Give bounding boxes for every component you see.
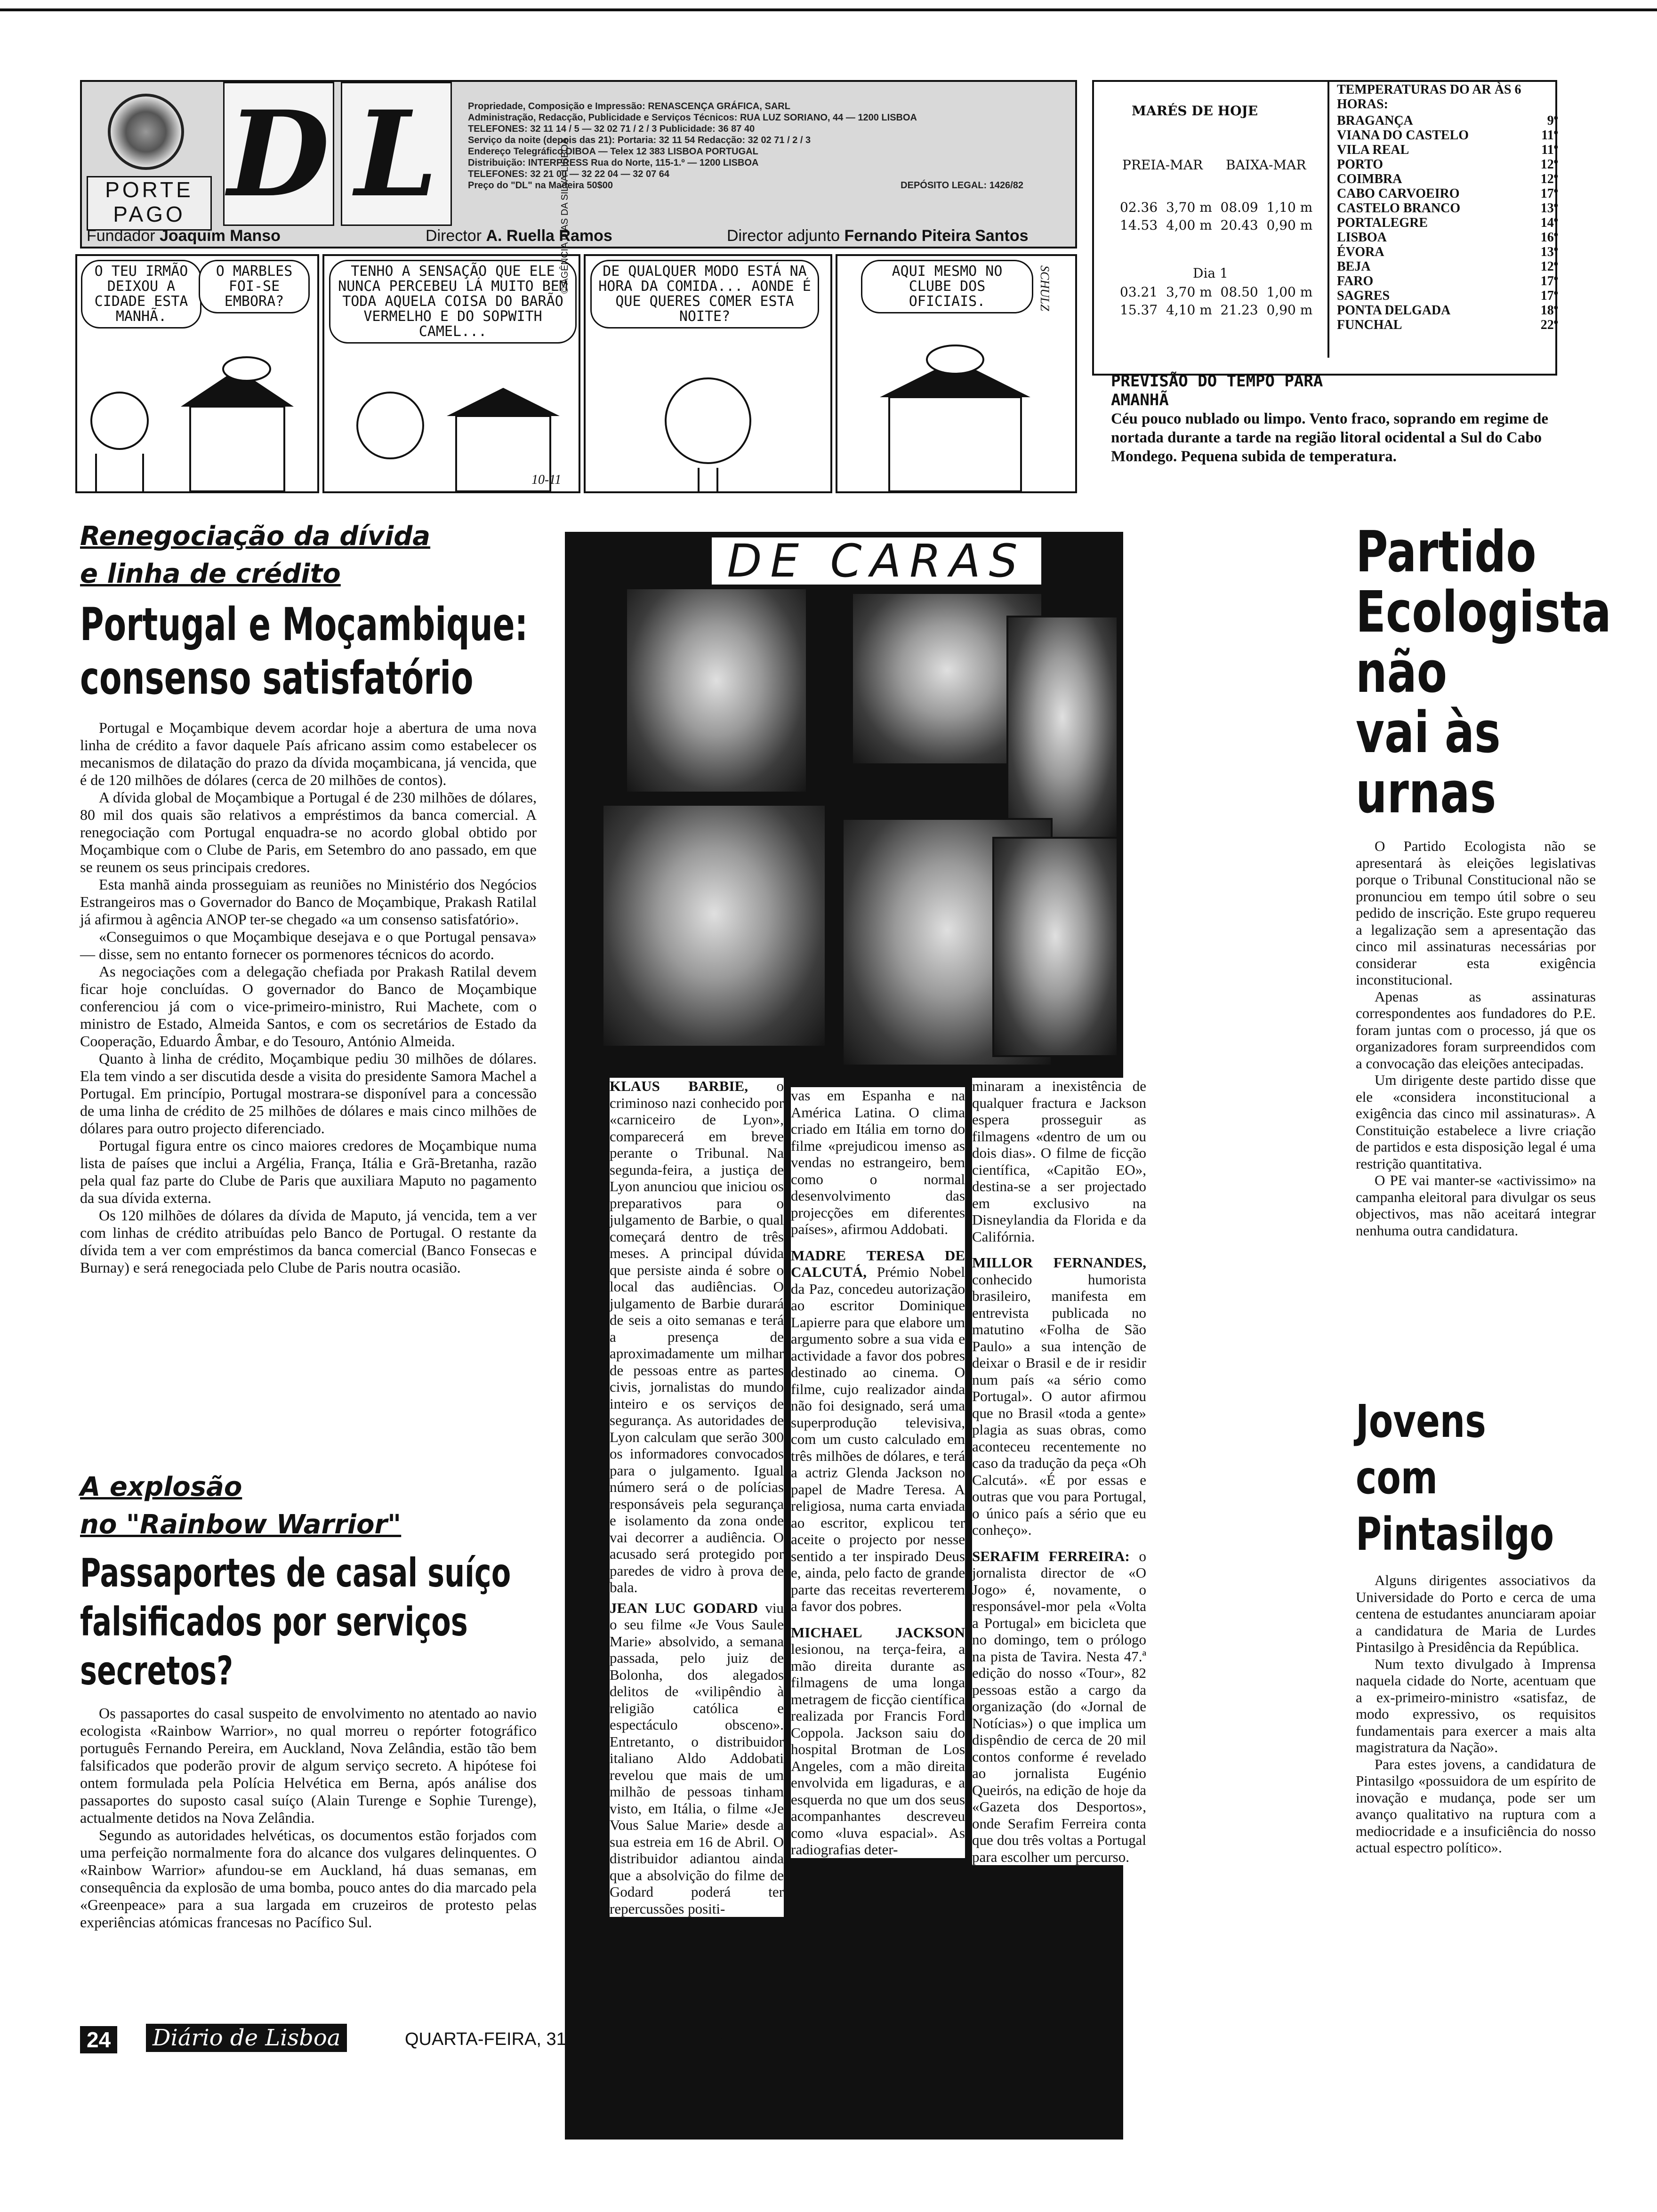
city-name: VILA REAL <box>1337 143 1409 157</box>
entry-millor-fernandes <box>972 1254 1146 1539</box>
city-name: ÉVORA <box>1337 245 1384 259</box>
temperature-row <box>1337 274 1558 289</box>
entry-text: minaram a inexistência de qualquer fractura e Jackson espera prosseguir as filmagens «dentro de um ou dois dias». O filme de ficção científica, «Capitão EO», destina-se a ser projectado em exclusivo na Disneylandia da Florida e da Califórnia. <box>972 1078 1146 1245</box>
article-paragraph: Um dirigente deste partido disse que ele «considera inconstitucional a exigência das cinco mil assinaturas». A Constituição estabelece a livre criação de partidos e esta disposição legal é uma restrição quantitativa. <box>1356 1072 1596 1172</box>
article-headline: Partido <box>1356 520 1536 585</box>
city-name: LISBOA <box>1337 230 1387 245</box>
temperature-row <box>1337 113 1558 128</box>
entry-barbie <box>610 1078 784 1596</box>
portrait-klaus-barbie <box>625 587 808 793</box>
city-name: SAGRES <box>1337 289 1390 303</box>
imprint-line: Endereço Telegráfico DIBOA — Telex 12 383 LISBOA PORTUGAL <box>468 146 758 157</box>
article-kicker: A explosão <box>80 1472 242 1502</box>
entry-michael-jackson <box>791 1624 965 1858</box>
de-caras-column-3 <box>972 1078 1146 1865</box>
article-body <box>1356 838 1596 1239</box>
article-pintasilgo <box>1356 1393 1596 1856</box>
tides-day1-row: 15.37 4,10 m 21.23 0,90 m <box>1120 302 1313 318</box>
temperature-row <box>1337 230 1558 245</box>
snoopy-doghouse-illustration <box>77 341 313 491</box>
entry-name: JEAN LUC GODARD <box>610 1599 758 1616</box>
article-paragraph: Os passaportes do casal suspeito de envolvimento no atentado ao navio ecologista «Rainbow Warrior», no qual morreu o repórter fotográfico português Fernando Pereira, em Auckland, Nova Zelândia, estão tão bem falsificados que poderão provir de algum serviço secreto. A hipótese foi ontem formulada pela Polícia Helvética em Berna, após análise dos passaportes do suposto casal suíço (Alain Turenge e Sophie Turenge), actualmente detidos na Nova Zelândia. <box>80 1705 537 1826</box>
forecast-text: Céu pouco nublado ou limpo. Vento fraco, soprando em regime de nortada durante a tarde na região litoral ocidental a Sul do Cabo Mondego. Pequena subida de temperatura. <box>1111 410 1548 465</box>
portrait-michael-jackson <box>602 804 827 1048</box>
article-paragraph: Para estes jovens, a candidatura de Pintasilgo «possuidora de um espírito de inovação e mudança, pode ser um avanço qualitativo na ruptura com a mediocridade e a insuficiência do nosso actual espectro político». <box>1356 1755 1596 1856</box>
city-name: CABO CARVOEIRO <box>1337 186 1460 201</box>
comic-panel-1 <box>75 254 319 493</box>
city-temperature: 11º <box>1541 143 1558 157</box>
imprint-line: Distribuição: INTERPRESS Rua do Norte, 115-1.º — 1200 LISBOA <box>468 158 759 168</box>
imprint-line: Propriedade, Composição e Impressão: RENASCENÇA GRÁFICA, SARL <box>468 101 790 112</box>
article-paragraph: Segundo as autoridades helvéticas, os documentos estão forjados com uma perfeição normalmente fora do alcance dos vulgares delinquentes. O «Rainbow Warrior» afundou-se em Auckland, há duas semanas, em consequência da explosão de uma bomba, pouco antes do dia marcado pela «Greenpeace» para a sua largada em cruzeiros de protesto pelas experiências atómicas francesas no Pacífico Sul. <box>80 1827 537 1931</box>
entry-name: MADRE TERESA DE CALCUTÁ, <box>791 1247 965 1280</box>
temperature-table <box>1337 82 1558 332</box>
logo-letter-l: L <box>341 82 452 226</box>
city-name: CASTELO BRANCO <box>1337 201 1461 216</box>
legal-deposit: DEPÓSITO LEGAL: 1426/82 <box>901 180 1023 191</box>
city-temperature: 18º <box>1540 303 1558 318</box>
article-paragraph: Esta manhã ainda prosseguiam as reuniões no Ministério dos Negócios Estrangeiros mas o Governador do Banco de Moçambique, Prakash Ratilal já afirmou à agência ANOP ter-se chegado «a um consenso satisfatório». <box>80 876 537 928</box>
temperature-row <box>1337 186 1558 201</box>
city-name: VIANA DO CASTELO <box>1337 128 1469 143</box>
founder-name: Joaquim Manso <box>160 227 281 245</box>
page-number: 24 <box>80 2026 117 2053</box>
article-headline: Ecologista <box>1356 580 1611 645</box>
article-headline: vai às <box>1356 700 1501 766</box>
city-name: PORTALEGRE <box>1337 216 1428 230</box>
entry-godard-cont <box>791 1087 965 1238</box>
entry-text: conhecido humorista brasileiro, manifesta em entrevista publicada no matutino «Folha de São Paulo» a sua intenção de deixar o Brasil e de ir residir num país «a sério como Portugal». O autor afirmou que no Brasil «toda a gente» plagia as suas obras, como aconteceu recentemente no caso da tradução da peça «Oh Calcutá». «É por essas e outras que vou para Portugal, o único país a sério que eu conheço». <box>972 1271 1146 1538</box>
temperature-row <box>1337 172 1558 186</box>
temperature-row <box>1337 201 1558 216</box>
article-body <box>80 719 537 1276</box>
temperature-row <box>1337 157 1558 172</box>
portrait-madre-teresa <box>1006 616 1118 841</box>
article-kicker: Renegociação da dívida <box>80 521 431 552</box>
article-paragraph: O PE vai manter-se «activissimo» na campanha eleitoral para divulgar os seus objectivos, mas não aceitará integrar nenhuma outra candidatura. <box>1356 1172 1596 1239</box>
article-body <box>1356 1572 1596 1856</box>
comic-panel-3 <box>584 254 832 493</box>
city-name: PORTO <box>1337 157 1384 172</box>
city-name: PONTA DELGADA <box>1337 303 1451 318</box>
director-label: Director <box>426 227 482 245</box>
entry-madre-teresa <box>791 1247 965 1615</box>
article-ecologist-party <box>1356 520 1611 1239</box>
entry-name: MICHAEL JACKSON <box>791 1624 965 1641</box>
article-paragraph: «Conseguimos o que Moçambique desejava e o que Portugal pensava» — disse, sem no entanto fornecer os pormenores técnicos do acordo. <box>80 928 537 962</box>
tides-day1-label: Dia 1 <box>1193 265 1228 281</box>
page-footer <box>80 2024 1163 2061</box>
city-temperature: 16º <box>1540 230 1558 245</box>
city-temperature: 13º <box>1540 201 1558 216</box>
article-headline: Passaportes de casal suíço <box>80 1550 511 1596</box>
entry-text: viu o seu filme «Je Vous Saule Marie» absolvido, a semana passada, pelo juiz de Bolonha, dos alegados delitos de «vilipêndio à religião católica e espectáculo obsceno». Entretanto, o distribuidor italiano Aldo Addobati revelou que mais de um milhão de pessoas tinham visto, em Itália, o filme «Je Vous Salue Marie» desde a sua estreia em 16 de Abril. O distribuidor adiantou ainda que a absolvição do filme de Godard poderá ter repercussões positi- <box>610 1599 784 1917</box>
de-caras-column-1 <box>610 1078 784 1917</box>
charlie-brown-illustration <box>324 350 579 491</box>
city-temperature: 12º <box>1540 259 1558 274</box>
article-headline: Portugal e Moçambique: <box>80 598 528 651</box>
article-kicker: e linha de crédito <box>80 559 341 589</box>
logo-letter-d: D <box>223 82 334 226</box>
porte-pago-stamp: PORTE PAGO <box>87 176 212 231</box>
entry-serafim-ferreira <box>972 1548 1146 1866</box>
city-name: COIMBRA <box>1337 172 1402 186</box>
comic-panel-4 <box>836 254 1077 493</box>
article-paragraph: As negociações com a delegação chefiada por Prakash Ratilal devem ficar hoje concluídas. O governador do Banco de Moçambique conferenciou já com o vice-primeiro-ministro, Rui Machete, com o ministro de Estado, Almeida Santos, e com os secretários de Estado da Cooperação, Eduardo Âmbar, e do Tesouro, António Almeida. <box>80 963 537 1050</box>
article-paragraph: A dívida global de Moçambique a Portugal é de 230 milhões de dólares, 80 mil dos quais são relativos a empréstimos da banca comercial. A renegociação com Portugal enquadra-se no acordo global obtido por Moçambique com o Clube de Paris, em Setembro do ano passado, em que se reunem os seus principais credores. <box>80 789 537 875</box>
article-body <box>80 1705 537 1931</box>
speech-bubble: O MARBLES FOI-SE EMBORA? <box>199 260 310 313</box>
speech-bubble: DE QUALQUER MODO ESTÁ NA HORA DA COMIDA... AONDE É QUE QUERES COMER ESTA NOITE? <box>590 260 819 329</box>
entry-michael-jackson-cont <box>972 1078 1146 1245</box>
city-temperature: 9º <box>1547 113 1558 128</box>
entry-text: vas em Espanha e na América Latina. O clima criado em Itália em torno do filme «prejudicou imenso as vendas no estrangeiro, bem como o normal desenvolvimento das projecções em diferentes países», afirmou Addobati. <box>791 1087 965 1237</box>
madeira-price: Preço do "DL" na Madeira 50$00 <box>468 180 613 191</box>
entry-text: o criminoso nazi conhecido por «carniceiro de Lyon», comparecerá em breve perante o Tribunal. Na segunda-feira, a justiça de Lyon anunciou que iniciou os preparativos para o julgamento de Barbie, o qual começará dentro de três meses. A principal dúvida que persiste ainda é sobre o local das audiências. O julgamento de Barbie durará de seis a oito semanas e terá a presença de aproximadamente um milhar de pessoas entre as partes civis, jornalistas do mundo inteiro e os serviços de segurança. As autoridades de Lyon calculam que serão 300 os informadores convocados para o julgamento. Igual número será o de polícias responsáveis pela segurança e isolamento da zona onde vai decorrer a audiência. O acusado será protegido por paredes de vidro à prova de bala. <box>610 1078 784 1595</box>
temperature-row <box>1337 259 1558 274</box>
imprint-block <box>468 101 1023 191</box>
city-temperature: 17º <box>1540 289 1558 303</box>
de-caras-title: DE CARAS <box>710 536 1043 586</box>
snoopy-aviator-illustration <box>837 341 1075 491</box>
article-headline: Pintasilgo <box>1356 1508 1554 1561</box>
article-headline: urnas <box>1356 761 1496 826</box>
imprint-line: TELEFONES: 32 11 14 / 5 — 32 02 71 / 2 / 3 Publicidade: 36 87 40 <box>468 124 755 134</box>
newspaper-name: Diário de Lisboa <box>146 2024 347 2052</box>
article-paragraph: Os 120 milhões de dólares da dívida de Maputo, já vencida, tem a ver com linhas de crédito atribuídas pelo Banco de Portugal. O restante da dívida tem a ver com empréstimos da banca comercial (Banco Fonsecas e Burnay) e será renegociada pelo Clube de Paris noutra ocasião. <box>80 1207 537 1276</box>
city-temperature: 14º <box>1540 216 1558 230</box>
entry-text: o jornalista director de «O Jogo» é, novamente, o responsável-mor pela «Volta a Portugal» em bicicleta que no domingo, tem o prólogo na pista de Tavira. Nesta 47.ª edição do nosso «Tour», 82 pessoas estão a cargo da organização (do «Jornal de Notícias») o que implica um dispêndio de cerca de 20 mil contos conforme é revelado ao jornalista Eugénio Queirós, na edição de hoje da «Gazeta dos Desportos», onde Serafim Ferreira conta que dou três voltas a Portugal para escolher um percurso. <box>972 1547 1146 1865</box>
deputy-label: Director adjunto <box>727 227 840 245</box>
article-kicker: no "Rainbow Warrior" <box>80 1509 402 1540</box>
article-paragraph: Portugal e Moçambique devem acordar hoje a abertura de uma nova linha de crédito a favor daquele País africano assim como estabelecer os mecanismos de dilatação do prazo da dívida moçambicana, já vencida, que é de 120 milhões de dólares (cerca de 20 milhões de contos). <box>80 719 537 788</box>
article-paragraph: Apenas as assinaturas correspondentes aos fundadores do P.E. foram juntas com o processo, já que os organizadores foram surpreendidos com a convocação das eleições antecipadas. <box>1356 988 1596 1072</box>
city-temperature: 13º <box>1540 245 1558 259</box>
article-paragraph: Num texto divulgado à Imprensa naquela cidade do Norte, acentuam que a ex-primeiro-ministro «satisfaz, de modo expressivo, os requisitos fundamentais para exercer a mais alta magistratura da Nação». <box>1356 1655 1596 1755</box>
speech-bubble: O TEU IRMÃO DEIXOU A CIDADE ESTA MANHÃ. <box>81 260 201 329</box>
city-temperature: 17º <box>1540 274 1558 289</box>
article-headline: consenso satisfatório <box>80 652 474 705</box>
city-name: FARO <box>1337 274 1374 289</box>
entry-text: Prémio Nobel da Paz, concedeu autorização ao escritor Dominique Lapierre para que elabore um argumento sobre a sua vida e actividade a favor dos pobres destinado ao cinema. O filme, cujo realizador ainda não foi designado, será uma superprodução televisiva, com um custo calculado em três milhões de dólares, e terá a actriz Glenda Jackson no papel de Madre Teresa. A religiosa, numa carta enviada ao escritor, explicou ter aceite o projecto por nesse sentido a ter inspirado Deus e, ainda, pelo facto de grande parte das receitas reverterem a favor dos pobres. <box>791 1264 965 1614</box>
tides-today-row: 02.36 3,70 m 08.09 1,10 m <box>1120 200 1313 215</box>
edition-date: QUARTA-FEIRA, 31 DE JULHO DE 1985 <box>405 2029 734 2049</box>
comic-signature: SCHULZ <box>1038 265 1052 311</box>
article-mozambique <box>80 518 537 1276</box>
city-name: BRAGANÇA <box>1337 113 1413 128</box>
tides-col-low: BAIXA-MAR <box>1226 157 1306 173</box>
article-paragraph: Alguns dirigentes associativos da Universidade do Porto e cerca de uma centena de estudantes anunciaram apoiar a candidatura de Maria de Lurdes Pintasilgo à Presidência da República. <box>1356 1572 1596 1655</box>
article-headline: falsificados por serviços secretos? <box>80 1599 468 1694</box>
entry-godard <box>610 1600 784 1917</box>
masthead <box>80 80 1077 248</box>
temperature-row <box>1337 143 1558 157</box>
city-temperature: 11º <box>1541 128 1558 143</box>
city-name: BEJA <box>1337 259 1371 274</box>
entry-name: MILLOR FERNANDES, <box>972 1254 1146 1271</box>
speech-bubble: AQUI MESMO NO CLUBE DOS OFICIAIS. <box>861 260 1033 313</box>
founder-label: Fundador <box>87 227 155 245</box>
article-rainbow-warrior <box>80 1468 537 1931</box>
city-temperature: 17º <box>1540 186 1558 201</box>
box-divider <box>1327 80 1329 358</box>
forecast-title: PREVISÃO DO TEMPO PARA AMANHÃ <box>1111 372 1323 409</box>
city-temperature: 22º <box>1540 318 1558 332</box>
entry-name: SERAFIM FERREIRA: <box>972 1547 1130 1564</box>
article-headline: com <box>1356 1451 1438 1504</box>
temperature-row <box>1337 303 1558 318</box>
imprint-line: Administração, Redacção, Publicidade e Serviços Técnicos: RUA LUZ SORIANO, 44 — 1200 LISBOA <box>468 112 917 123</box>
imprint-line: TELEFONES: 32 21 00 — 32 22 04 — 32 07 64 <box>468 169 670 179</box>
temperature-row <box>1337 245 1558 259</box>
top-rule <box>0 8 1657 11</box>
coat-of-arms-icon <box>108 94 184 170</box>
article-paragraph: Portugal figura entre os cinco maiores credores de Moçambique numa lista de países que inclui a Argélia, França, Itália e Grã-Bretanha, razão pela qual faz parte do Clube de Paris que auxiliara Maputo no pagamento da sua dívida externa. <box>80 1137 537 1206</box>
article-headline: não <box>1356 640 1448 705</box>
entry-text: lesionou, na terça-feira, a mão direita durante as filmagens de uma longa metragem de ficção científica realizada por Francis Ford Coppola. Jackson saiu do hospital Brotman de Los Angeles, com a mão direita envolvida em ligaduras, e a esquerda no que um dos seus acompanhantes descreveu como «luva espacial». As radiografias deter- <box>791 1641 965 1858</box>
charlie-brown-face-illustration <box>586 350 830 491</box>
temperature-row <box>1337 216 1558 230</box>
temperature-row <box>1337 318 1558 332</box>
tides-today-row: 14.53 4,00 m 20.43 0,90 m <box>1120 217 1313 233</box>
city-temperature: 12º <box>1540 172 1558 186</box>
entry-name: KLAUS BARBIE, <box>610 1078 748 1094</box>
article-headline: Jovens <box>1356 1395 1486 1448</box>
comic-credit: © AGÊNCIA DIAS DA SILVA-LISBOA <box>560 138 570 294</box>
de-caras-column-2 <box>791 1087 965 1858</box>
deputy-name: Fernando Piteira Santos <box>844 227 1029 245</box>
article-paragraph: Quanto à linha de crédito, Moçambique pediu 30 milhões de dólares. Ela tem vindo a ser discutida desde a visita do presidente Samora Machel a Portugal. Em princípio, Portugal mostrara-se disponível para a concessão de uma linha de crédito de 25 milhões de dólares e mais cinco milhões de dólares para outro projecto diferenciado. <box>80 1050 537 1137</box>
director-name: A. Ruella Ramos <box>486 227 612 245</box>
temperatures-title: TEMPERATURAS DO AR ÀS 6 HORAS: <box>1337 82 1521 112</box>
speech-bubble: TENHO A SENSAÇÃO QUE ELE NUNCA PERCEBEU LÁ MUITO BEM TODA AQUELA COISA DO BARÃO VERMELHO E DO SOPWITH CAMEL... <box>329 260 577 344</box>
weather-forecast <box>1111 372 1582 466</box>
tides-title: MARÉS DE HOJE <box>1132 103 1258 119</box>
tides-col-high: PREIA-MAR <box>1122 157 1203 173</box>
comic-date: 10-11 <box>531 473 562 487</box>
portrait-serafim-ferreira <box>992 837 1118 1057</box>
city-name: FUNCHAL <box>1337 318 1402 332</box>
tides-day1-row: 03.21 3,70 m 08.50 1,00 m <box>1120 284 1313 300</box>
article-paragraph: O Partido Ecologista não se apresentará às eleições legislativas porque o Tribunal Constitucional não se pronunciou em tempo útil sobre o seu pedido de inscrição. Este grupo requereu a legalização sem a apresentação das cinco mil assinaturas necessárias por considerar esta exigência inconstitucional. <box>1356 838 1596 988</box>
imprint-line: Serviço da noite (depois das 21): Portaria: 32 11 54 Redacção: 32 02 71 / 2 / 3 <box>468 135 811 145</box>
city-temperature: 12º <box>1540 157 1558 172</box>
temperature-row <box>1337 289 1558 303</box>
temperature-row <box>1337 128 1558 143</box>
